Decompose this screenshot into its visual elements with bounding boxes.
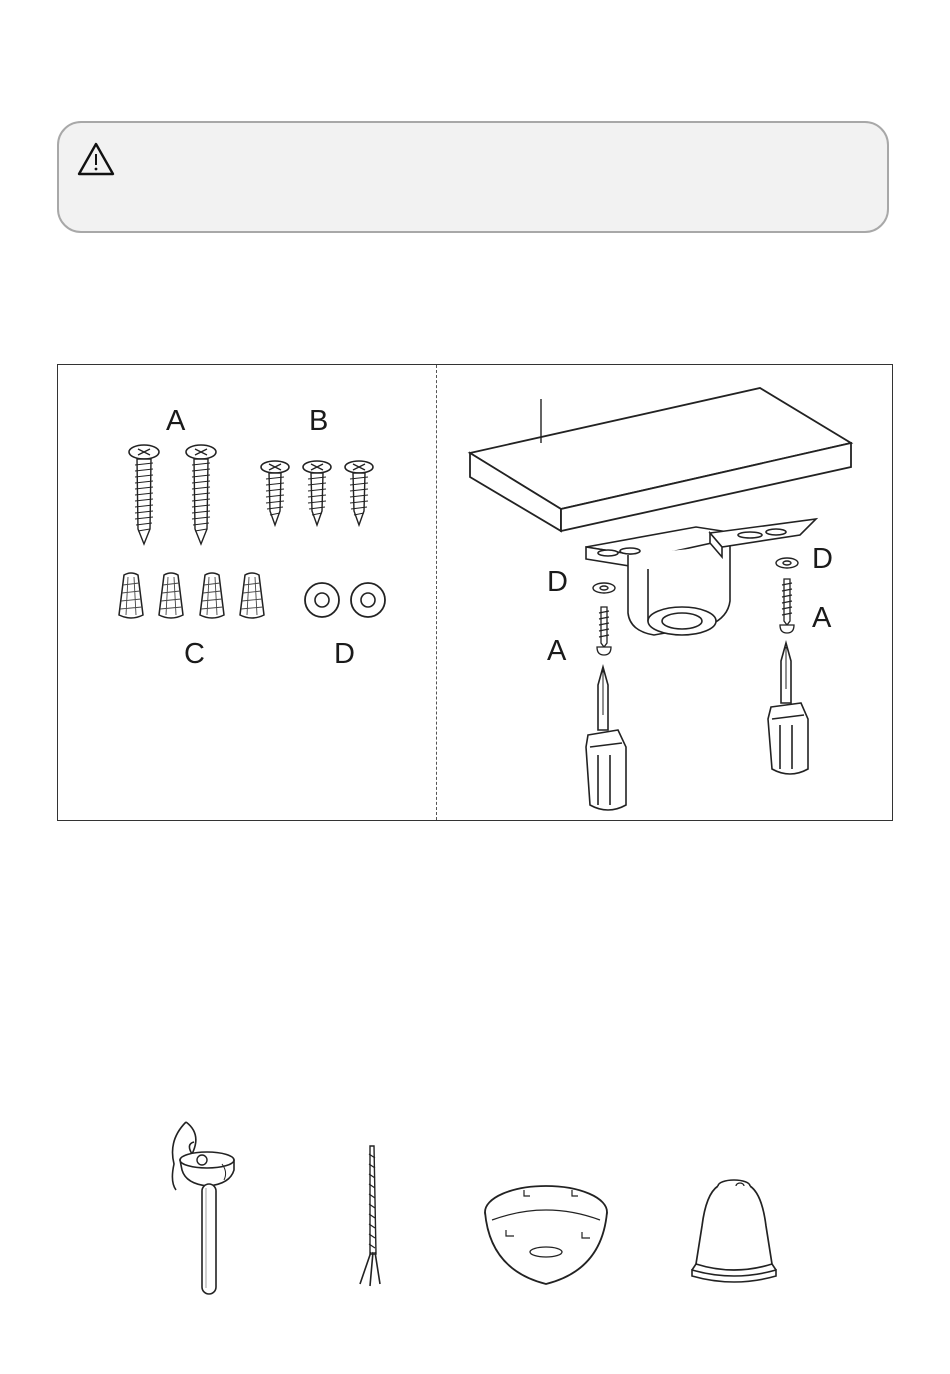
short-screw-icon: [258, 459, 292, 529]
screw-icon: [780, 579, 794, 633]
screwdriver-icon: [768, 643, 808, 774]
wire-nut-icon: [195, 571, 229, 621]
mounting-bracket-icon: [586, 519, 816, 635]
label-washer-left: D: [547, 566, 568, 598]
warning-box: [57, 121, 889, 233]
short-screw-icon: [342, 459, 376, 529]
wire-nut-icon: [154, 571, 188, 621]
wire-nut-icon: [114, 571, 148, 621]
downrod-icon: [164, 1120, 244, 1300]
label-wire-nuts-c: C: [184, 638, 205, 670]
washer-icon: [302, 580, 342, 620]
short-screw-icon: [300, 459, 334, 529]
warning-triangle-icon: [76, 141, 116, 177]
screw-icon: [597, 607, 611, 655]
parts-row: [0, 1110, 950, 1310]
washer-icon: [348, 580, 388, 620]
screwdriver-icon: [586, 667, 626, 810]
label-screws-b: B: [309, 405, 329, 437]
coupling-cover-icon: [686, 1176, 782, 1292]
washer-icon: [776, 558, 798, 568]
label-washers-d: D: [334, 638, 355, 670]
safety-cable-icon: [352, 1144, 392, 1294]
wire-nut-icon: [235, 571, 269, 621]
figure-panel: [57, 364, 893, 821]
long-screw-icon: [124, 443, 164, 547]
label-screw-left: A: [547, 635, 567, 667]
bracket-installation-illustration: [458, 385, 878, 815]
long-screw-icon: [181, 443, 221, 547]
label-screws-a: A: [166, 405, 186, 437]
panel-divider: [436, 365, 437, 820]
canopy-icon: [482, 1172, 612, 1292]
washer-icon: [593, 583, 615, 593]
ceiling-joist-icon: [470, 388, 851, 531]
label-screw-right: A: [812, 602, 832, 634]
label-washer-right: D: [812, 543, 833, 575]
